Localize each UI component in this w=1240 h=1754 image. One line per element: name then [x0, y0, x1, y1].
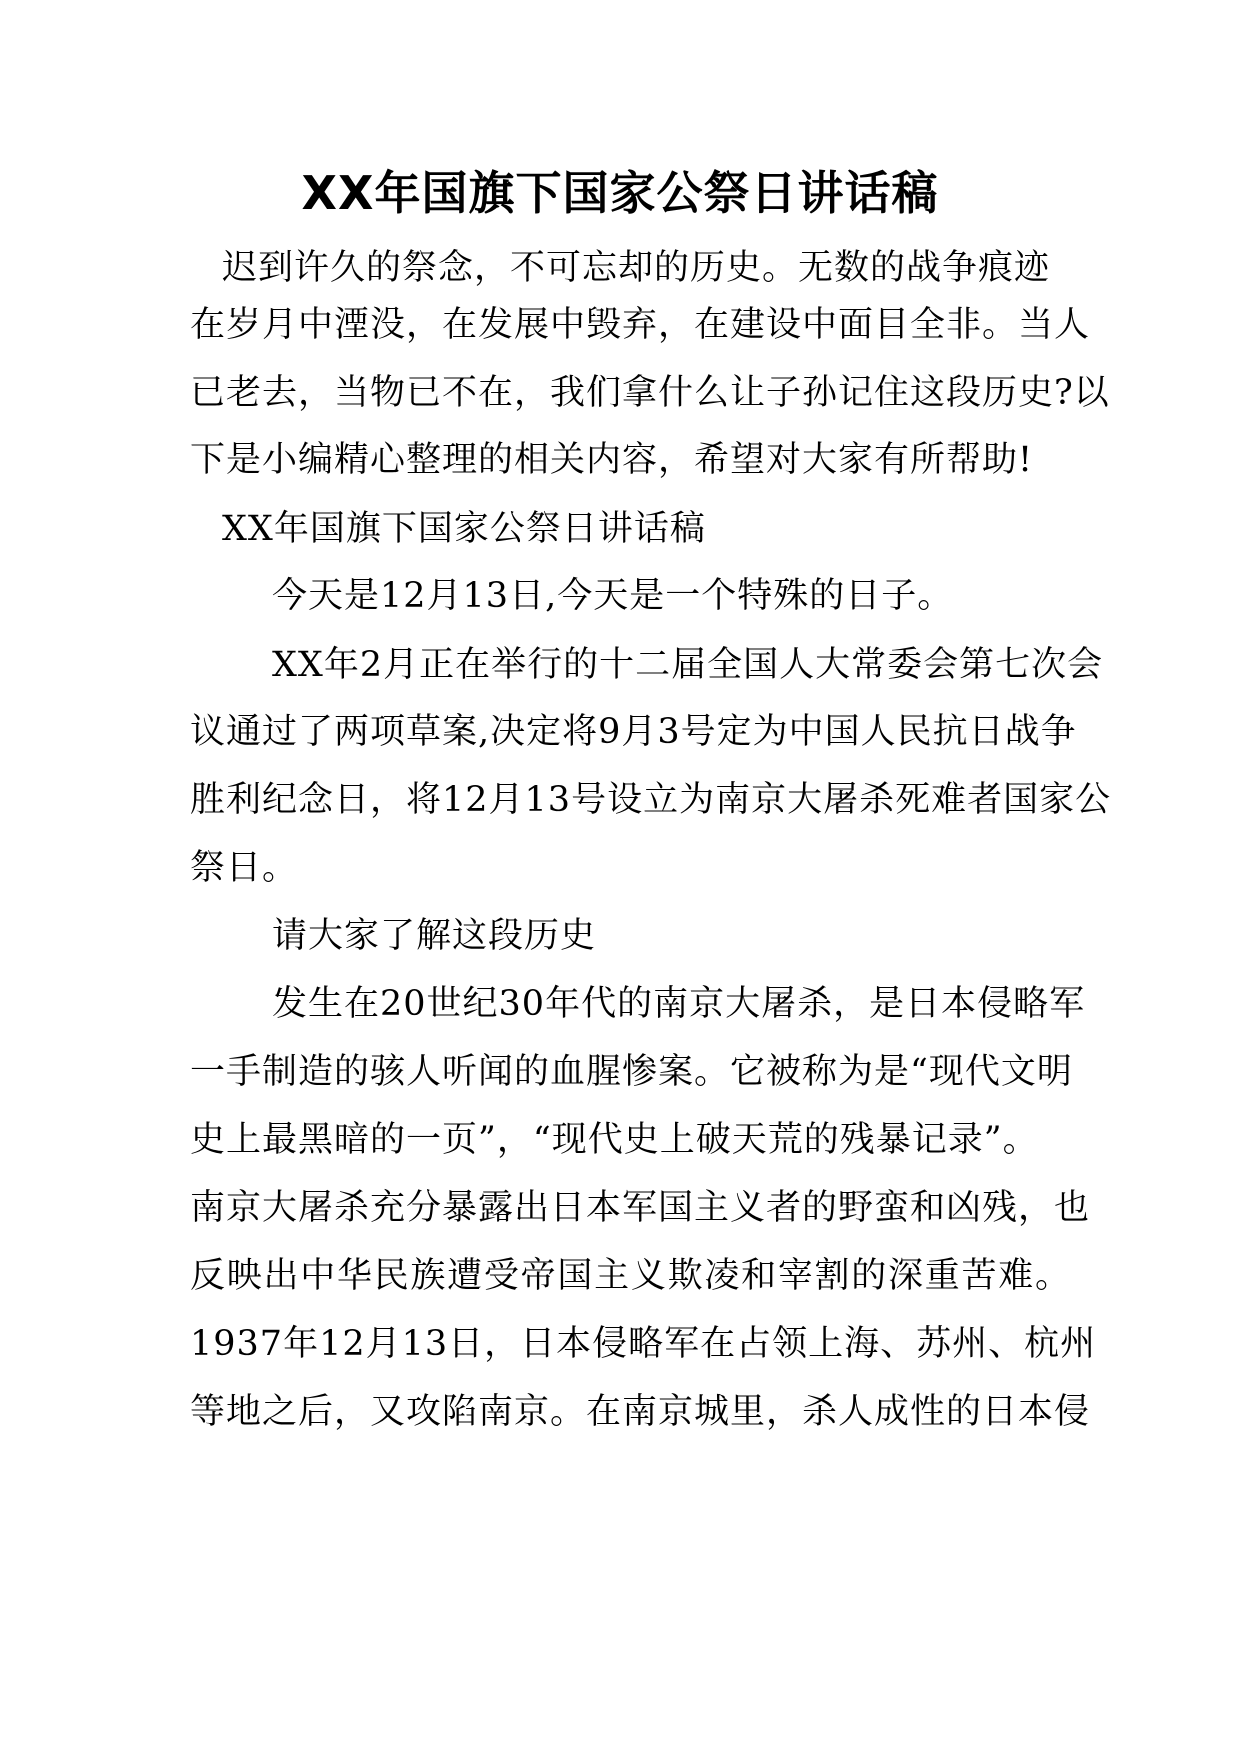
document-title: XX年国旗下国家公祭日讲话稿	[301, 166, 939, 220]
paragraph-line: 南京大屠杀充分暴露出日本军国主义者的野蛮和凶残，也	[190, 1188, 1091, 1228]
paragraph-line: 史上最黑暗的一页”，“现代史上破天荒的残暴记录”。	[190, 1120, 1039, 1160]
paragraph-line: 已老去，当物已不在，我们拿什么让子孙记住这段历史?以	[190, 373, 1110, 413]
paragraph-line: 一手制造的骇人听闻的血腥惨案。它被称为是“现代文明	[190, 1052, 1073, 1092]
paragraph-line: 迟到许久的祭念，不可忘却的历史。无数的战争痕迹	[222, 248, 1051, 288]
paragraph-line: 下是小编精心整理的相关内容，希望对大家有所帮助!	[190, 440, 1034, 480]
paragraph-line: 议通过了两项草案,决定将9月3号定为中国人民抗日战争	[190, 712, 1077, 752]
paragraph-line: 请大家了解这段历史	[272, 916, 597, 956]
paragraph-line: 胜利纪念日，将12月13号设立为南京大屠杀死难者国家公	[190, 780, 1112, 820]
paragraph-line: 1937年12月13日，日本侵略军在占领上海、苏州、杭州	[190, 1324, 1097, 1364]
paragraph-line: 等地之后，又攻陷南京。在南京城里，杀人成性的日本侵	[190, 1392, 1091, 1432]
paragraph-line: 祭日。	[190, 848, 299, 888]
paragraph-line: XX年2月正在举行的十二届全国人大常委会第七次会	[272, 645, 1104, 685]
paragraph-line: 今天是12月13日,今天是一个特殊的日子。	[272, 576, 954, 616]
paragraph-line: 发生在20世纪30年代的南京大屠杀，是日本侵略军	[272, 984, 1086, 1024]
paragraph-line: 在岁月中湮没，在发展中毁弃，在建设中面目全非。当人	[190, 305, 1091, 345]
section-heading: XX年国旗下国家公祭日讲话稿	[222, 509, 706, 549]
paragraph-line: 反映出中华民族遭受帝国主义欺凌和宰割的深重苦难。	[190, 1256, 1070, 1296]
